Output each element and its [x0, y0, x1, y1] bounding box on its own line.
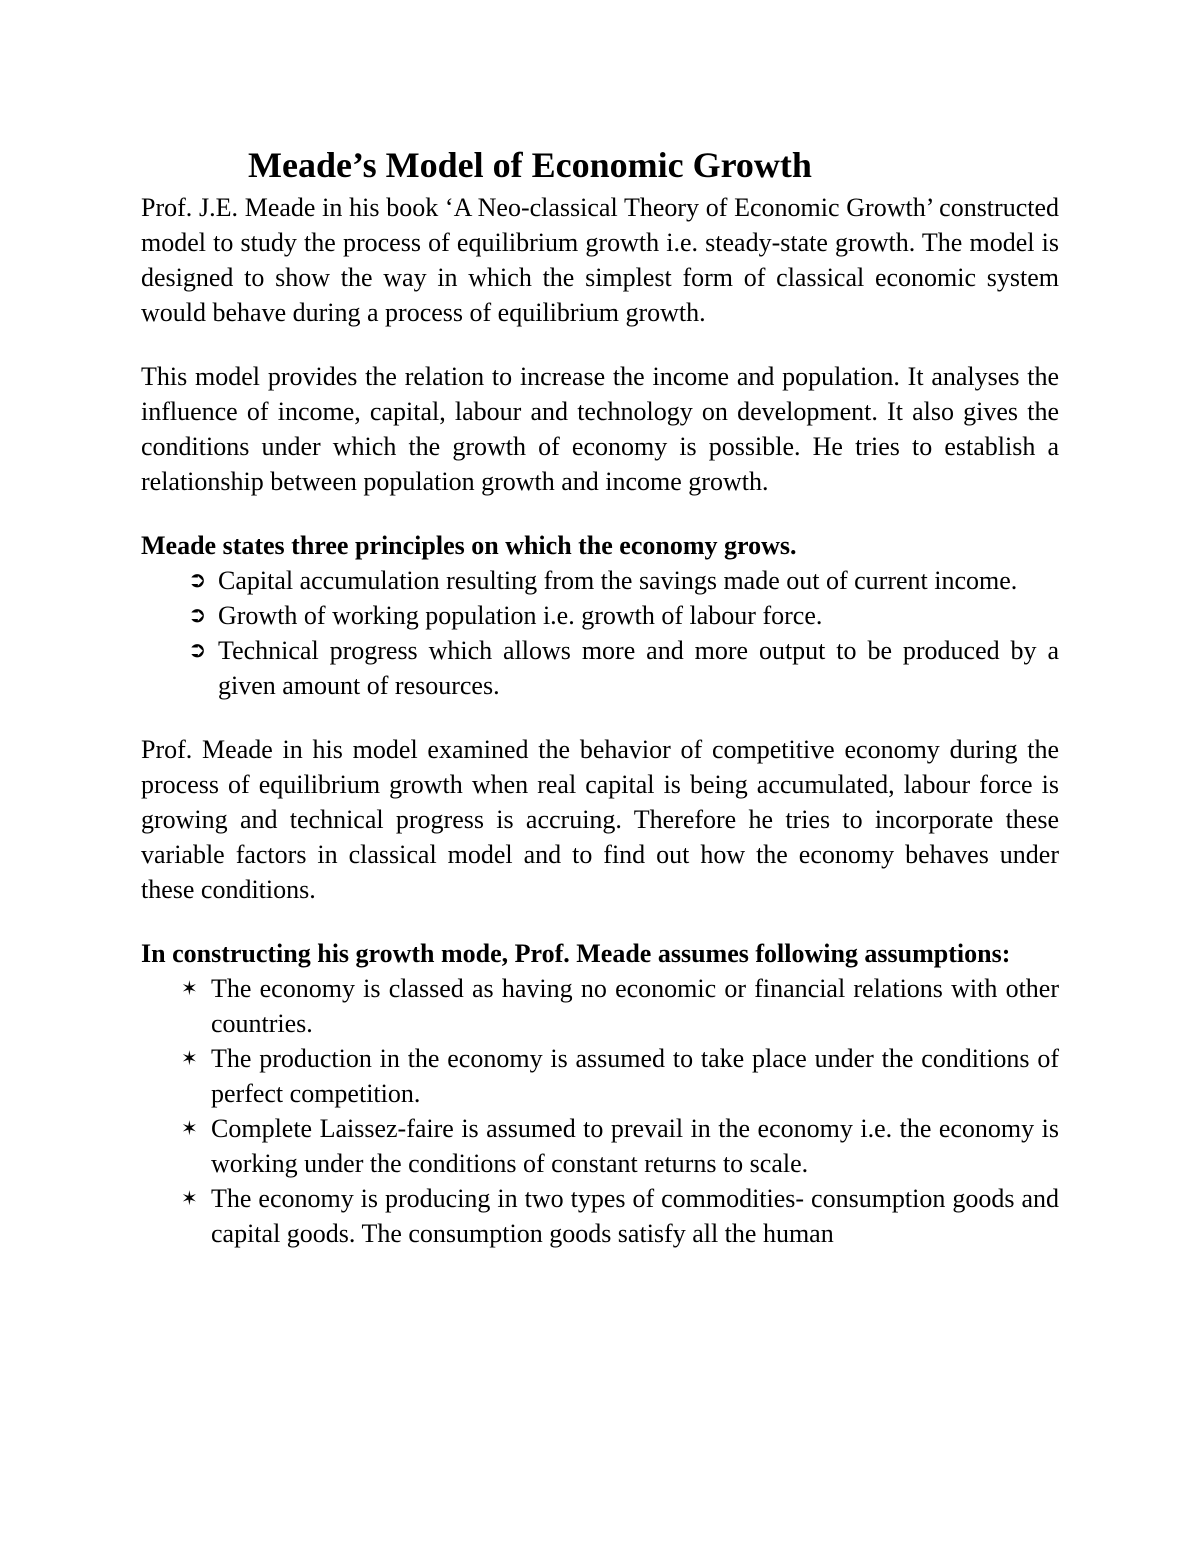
star-bullet-icon: ✶ [181, 1116, 198, 1140]
document-page [141, 140, 1059, 1251]
list-item-text: Technical progress which allows more and more output to be produced by a given amount of resources. [218, 636, 1059, 700]
list-item-text: Growth of working population i.e. growth of labour force. [218, 601, 823, 630]
principles-list [141, 563, 1059, 703]
arrow-bullet-icon: ➲ [188, 638, 207, 663]
principles-heading: Meade states three principles on which the economy grows. [141, 531, 797, 560]
list-item [141, 1111, 1059, 1181]
relation-paragraph: This model provides the relation to increase the income and population. It analyses the influence of income, capital, labour and technology on development. It also gives the conditions under which the growth of economy is possible. He tries to establish a relationship between population growth and income growth. [141, 362, 1059, 496]
list-item-text: The economy is classed as having no economic or financial relations with other countries. [211, 974, 1059, 1038]
list-item-text: The economy is producing in two types of commodities- consumption goods and capital goods. The consumption goods satisfy all the human [211, 1184, 1059, 1248]
behavior-paragraph: Prof. Meade in his model examined the behavior of competitive economy during the process of equilibrium growth when real capital is being accumulated, labour force is growing and technical progress is accruing. Therefore he tries to incorporate these variable factors in classical model and to find out how the economy behaves under these conditions. [141, 735, 1059, 904]
list-item [141, 1181, 1059, 1251]
intro-paragraph: Prof. J.E. Meade in his book ‘A Neo-classical Theory of Economic Growth’ constructed model to study the process of equilibrium growth i.e. steady-state growth. The model is designed to show the way in which the simplest form of classical economic system would behave during a process of equilibrium growth. [141, 193, 1059, 327]
arrow-bullet-icon: ➲ [188, 603, 207, 628]
star-bullet-icon: ✶ [181, 976, 198, 1000]
list-item [141, 598, 1059, 633]
assumptions-heading: In constructing his growth mode, Prof. Meade assumes following assumptions: [141, 939, 1011, 968]
list-item-text: Capital accumulation resulting from the savings made out of current income. [218, 566, 1018, 595]
star-bullet-icon: ✶ [181, 1046, 198, 1070]
page-title: Meade’s Model of Economic Growth [248, 145, 812, 185]
list-item [141, 563, 1059, 598]
list-item-text: The production in the economy is assumed to take place under the conditions of perfect competition. [211, 1044, 1059, 1108]
assumptions-list [141, 971, 1059, 1251]
list-item [141, 971, 1059, 1041]
arrow-bullet-icon: ➲ [188, 568, 207, 593]
list-item [141, 633, 1059, 703]
star-bullet-icon: ✶ [181, 1186, 198, 1210]
list-item-text: Complete Laissez-faire is assumed to prevail in the economy i.e. the economy is working under the conditions of constant returns to scale. [211, 1114, 1059, 1178]
list-item [141, 1041, 1059, 1111]
